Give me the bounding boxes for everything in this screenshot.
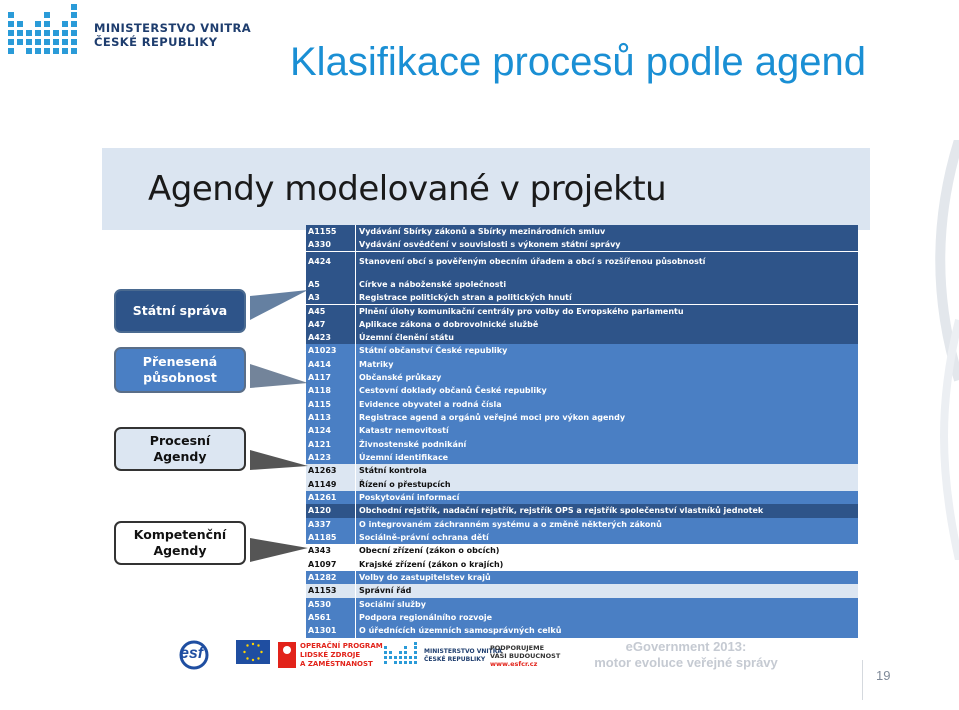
agenda-code: A337 (306, 518, 356, 531)
podporujeme-line-1: PODPORUJEME (490, 644, 545, 652)
agenda-code: A1097 (306, 558, 356, 571)
agenda-code: A1149 (306, 478, 356, 491)
agenda-name: Matriky (359, 359, 394, 369)
callout-prenesena-line-2: působnost (143, 370, 217, 385)
footer-logos (178, 638, 578, 674)
callout-kompetencni-agendy (114, 521, 246, 565)
agenda-code: A330 (306, 238, 356, 251)
callout-prenesena-line-1: Přenesená (142, 354, 218, 369)
agenda-code: A3 (306, 291, 356, 304)
op-line-1: OPERAČNÍ PROGRAM (300, 642, 383, 650)
agenda-row (306, 358, 858, 371)
agenda-name: Sociálně-právní ochrana dětí (359, 533, 489, 543)
agenda-row (306, 558, 858, 571)
agenda-name: Obecní zřízení (zákon o obcích) (359, 546, 500, 556)
agenda-code: A120 (306, 504, 356, 517)
agenda-code: A1263 (306, 464, 356, 477)
agenda-name: Poskytování informací (359, 493, 460, 503)
agenda-code: A115 (306, 398, 356, 411)
agenda-name: Registrace agend a orgánů veřejné moci pro výkon agendy (359, 413, 626, 423)
agenda-code: A113 (306, 411, 356, 424)
agenda-row (306, 504, 858, 517)
agenda-code: A561 (306, 611, 356, 624)
agenda-row (306, 531, 858, 544)
agenda-code: A45 (306, 305, 356, 318)
agenda-row (306, 291, 858, 304)
page-divider (862, 660, 863, 700)
agenda-code: A423 (306, 331, 356, 344)
agenda-name: Evidence obyvatel a rodná čísla (359, 399, 502, 409)
agenda-name: Vydávání Sbírky zákonů a Sbírky mezinárodních smluv (359, 227, 606, 236)
agenda-name: Stanovení obcí s pověřeným obecním úřadem a obcí s rozšířenou působností (359, 256, 706, 266)
agenda-row (306, 584, 858, 597)
agenda-name: Aplikace zákona o dobrovolnické službě (359, 319, 539, 329)
agenda-code: A343 (306, 544, 356, 557)
agenda-row (306, 451, 858, 464)
callout-procesni-line-1: Procesní (149, 433, 211, 448)
callout-statni-sprava (114, 289, 246, 333)
agenda-name: Územní členění státu (359, 333, 454, 343)
podporujeme-line-2: VAŠI BUDOUCNOST (490, 652, 561, 660)
agenda-name: Územní identifikace (359, 453, 449, 463)
eu-flag-icon (236, 640, 270, 664)
esf-label: esf (180, 645, 204, 662)
agenda-code: A5 (306, 278, 356, 291)
agenda-code: A414 (306, 358, 356, 371)
agenda-name: Krajské zřízení (zákon o krajích) (359, 559, 504, 569)
agenda-code: A1282 (306, 571, 356, 584)
figure-title: Agendy modelované v projektu (148, 169, 667, 209)
agenda-code: A123 (306, 451, 356, 464)
agenda-name: Plnění úlohy komunikační centrály pro volby do Evropského parlamentu (359, 306, 684, 316)
agenda-name: Cestovní doklady občanů České republiky (359, 386, 547, 396)
agenda-row (306, 624, 858, 637)
egov-slogan (586, 639, 786, 671)
agenda-code: A47 (306, 318, 356, 331)
mv-small-line-1: MINISTERSTVO VNITRA (424, 648, 502, 655)
callout-prenesena-pusobnost (114, 347, 246, 393)
agenda-row (306, 278, 858, 291)
agenda-row (306, 518, 858, 531)
agenda-code: A124 (306, 424, 356, 437)
agenda-row (306, 331, 858, 344)
agenda-name: Církve a náboženské společnosti (359, 279, 507, 289)
ministry-name (94, 21, 251, 49)
agenda-code: A1185 (306, 531, 356, 544)
egov-line-2: motor evoluce veřejné správy (594, 655, 778, 670)
agenda-code: A530 (306, 598, 356, 611)
agenda-code: A117 (306, 371, 356, 384)
op-line-2: LIDSKÉ ZDROJE (300, 651, 361, 659)
agenda-row (306, 438, 858, 451)
callout-kompetencni-line-1: Kompetenční (133, 527, 227, 542)
agenda-code: A1153 (306, 584, 356, 597)
agenda-row (306, 225, 858, 238)
mv-small-line-2: ČESKÉ REPUBLIKY (424, 656, 486, 663)
agenda-name: Živnostenské podnikání (359, 439, 467, 449)
agenda-code: A424 (306, 252, 356, 278)
op-lzz-text (300, 642, 383, 669)
agenda-row (306, 371, 858, 384)
agenda-row (306, 464, 858, 477)
agenda-name: Katastr nemovitostí (359, 426, 449, 436)
agenda-table (306, 225, 858, 638)
agenda-code: A121 (306, 438, 356, 451)
agenda-code: A118 (306, 384, 356, 397)
agenda-row (306, 238, 858, 251)
callout-procesni-agendy (114, 427, 246, 471)
agenda-row (306, 571, 858, 584)
egov-line-1: eGovernment 2013: (625, 639, 747, 654)
decorative-curve-icon (929, 140, 959, 560)
op-lzz-logo-icon (278, 642, 296, 668)
agenda-name: Obchodní rejstřík, nadační rejstřík, rejstřík OPS a rejstřík společenství vlastníků jednotek (359, 506, 764, 516)
agenda-row (306, 491, 858, 504)
agenda-row (306, 598, 858, 611)
agenda-name: Státní občanství České republiky (359, 346, 508, 356)
agenda-row (306, 252, 858, 278)
agenda-row (306, 424, 858, 437)
agenda-code: A1023 (306, 344, 356, 357)
agenda-row (306, 544, 858, 557)
mv-logo-small-icon (384, 642, 420, 668)
callout-kompetencni-line-2: Agendy (153, 543, 207, 558)
podporujeme-url: www.esfcr.cz (490, 660, 538, 668)
agenda-name: O úřednících územních samosprávných celků (359, 626, 562, 636)
agenda-name: Sociální služby (359, 599, 426, 609)
agenda-row (306, 305, 858, 318)
agenda-name: Řízení o přestupcích (359, 479, 451, 489)
agenda-row (306, 318, 858, 331)
agenda-code: A1261 (306, 491, 356, 504)
agenda-name: Občanské průkazy (359, 373, 442, 383)
agenda-row (306, 611, 858, 624)
agenda-row (306, 411, 858, 424)
agenda-name: Podpora regionálního rozvoje (359, 613, 492, 623)
agenda-code: A1155 (306, 225, 356, 238)
ministry-logo-icon (6, 4, 86, 64)
agenda-row (306, 478, 858, 491)
agenda-name: Registrace politických stran a politických hnutí (359, 293, 572, 303)
agenda-name: Státní kontrola (359, 466, 427, 476)
slide-title: Klasifikace procesů podle agend (290, 40, 866, 84)
callout-statni-label: Státní správa (132, 303, 228, 318)
ministry-line-2: ČESKÉ REPUBLIKY (94, 35, 218, 49)
agenda-name: Vydávání osvědčení v souvislosti s výkonem státní správy (359, 240, 621, 250)
ministry-line-1: MINISTERSTVO VNITRA (94, 21, 252, 35)
agenda-code: A1301 (306, 624, 356, 637)
agenda-row (306, 384, 858, 397)
page-number: 19 (876, 668, 891, 683)
op-line-3: A ZAMĚSTNANOST (300, 660, 373, 668)
agenda-name: Správní řád (359, 586, 412, 596)
podporujeme-text (490, 644, 560, 668)
agenda-row (306, 398, 858, 411)
agenda-name: O integrovaném záchranném systému a o změně některých zákonů (359, 519, 662, 529)
agenda-row (306, 344, 858, 357)
callout-procesni-line-2: Agendy (153, 449, 207, 464)
agenda-name: Volby do zastupitelstev krajů (359, 573, 491, 583)
